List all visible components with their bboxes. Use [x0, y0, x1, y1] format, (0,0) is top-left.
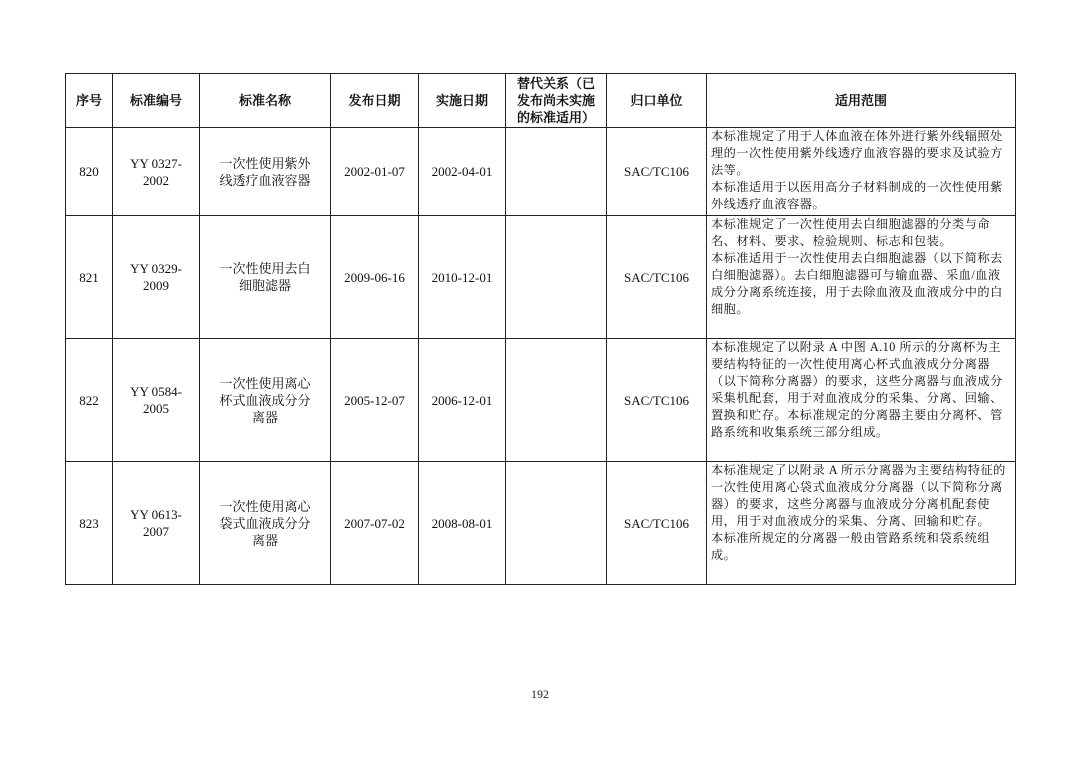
cell-effective-date: 2010-12-01 [419, 216, 506, 339]
header-replacement: 替代关系（已发布尚未实施的标准适用） [506, 74, 607, 128]
cell-unit: SAC/TC106 [607, 339, 707, 462]
cell-no: 820 [66, 128, 113, 216]
cell-no: 821 [66, 216, 113, 339]
cell-scope [707, 216, 1016, 339]
cell-replacement [506, 128, 607, 216]
cell-name: 一次性使用去白细胞滤器 [200, 216, 331, 339]
header-publish-date: 发布日期 [331, 74, 419, 128]
scope-paragraph: 本标准规定了以附录 A 所示分离器为主要结构特征的一次性使用离心袋式血液成分分离器（以下简称分离器）的要求，这些分离器与血液成分分离机配套使用，用于对血液成分的采集、分离、回输和贮存。 [711, 463, 1006, 528]
table-row [66, 339, 1016, 462]
cell-publish-date: 2007-07-02 [331, 462, 419, 585]
cell-effective-date: 2008-08-01 [419, 462, 506, 585]
table-row [66, 216, 1016, 339]
table-header-row [66, 74, 1016, 128]
cell-name: 一次性使用离心袋式血液成分分离器 [200, 462, 331, 585]
cell-scope [707, 462, 1016, 585]
header-code: 标准编号 [113, 74, 200, 128]
cell-name: 一次性使用紫外线透疗血液容器 [200, 128, 331, 216]
header-no: 序号 [66, 74, 113, 128]
cell-code: YY 0584-2005 [113, 339, 200, 462]
table-row [66, 462, 1016, 585]
cell-publish-date: 2005-12-07 [331, 339, 419, 462]
cell-unit: SAC/TC106 [607, 128, 707, 216]
cell-effective-date: 2006-12-01 [419, 339, 506, 462]
cell-publish-date: 2009-06-16 [331, 216, 419, 339]
table-row [66, 128, 1016, 216]
scope-paragraph: 本标准规定了用于人体血液在体外进行紫外线辐照处理的一次性使用紫外线透疗血液容器的要求及试验方法等。 [711, 129, 1003, 177]
cell-unit: SAC/TC106 [607, 462, 707, 585]
header-name: 标准名称 [200, 74, 331, 128]
cell-replacement [506, 339, 607, 462]
scope-paragraph: 本标准规定了一次性使用去白细胞滤器的分类与命名、材料、要求、检验规则、标志和包装。 [711, 217, 991, 248]
cell-code: YY 0613-2007 [113, 462, 200, 585]
cell-code: YY 0329-2009 [113, 216, 200, 339]
cell-publish-date: 2002-01-07 [331, 128, 419, 216]
scope-paragraph: 本标准所规定的分离器一般由管路系统和袋系统组成。 [711, 531, 991, 562]
scope-paragraph: 本标准规定了以附录 A 中图 A.10 所示的分离杯为主要结构特征的一次性使用离心杯式血液成分分离器（以下简称分离器）的要求，这些分离器与血液成分采集机配套，用于对血液成分的采集、分离、回输、置换和贮存。本标准规定的分离器主要由分离杯、管路系统和收集系统三部分组成。 [711, 340, 1003, 439]
cell-scope [707, 339, 1016, 462]
standards-table [65, 73, 1016, 585]
cell-replacement [506, 216, 607, 339]
header-scope: 适用范围 [707, 74, 1016, 128]
scope-paragraph: 本标准适用于一次性使用去白细胞滤器（以下简称去白细胞滤器）。去白细胞滤器可与输血器、采血/血液成分分离系统连接，用于去除血液及血液成分中的白细胞。 [711, 251, 1003, 316]
header-effective-date: 实施日期 [419, 74, 506, 128]
cell-replacement [506, 462, 607, 585]
cell-no: 823 [66, 462, 113, 585]
cell-scope [707, 128, 1016, 216]
cell-code: YY 0327-2002 [113, 128, 200, 216]
cell-effective-date: 2002-04-01 [419, 128, 506, 216]
cell-no: 822 [66, 339, 113, 462]
page-number: 192 [531, 687, 549, 701]
scope-paragraph: 本标准适用于以医用高分子材料制成的一次性使用紫外线透疗血液容器。 [711, 180, 1003, 211]
header-unit: 归口单位 [607, 74, 707, 128]
cell-name: 一次性使用离心杯式血液成分分离器 [200, 339, 331, 462]
cell-unit: SAC/TC106 [607, 216, 707, 339]
